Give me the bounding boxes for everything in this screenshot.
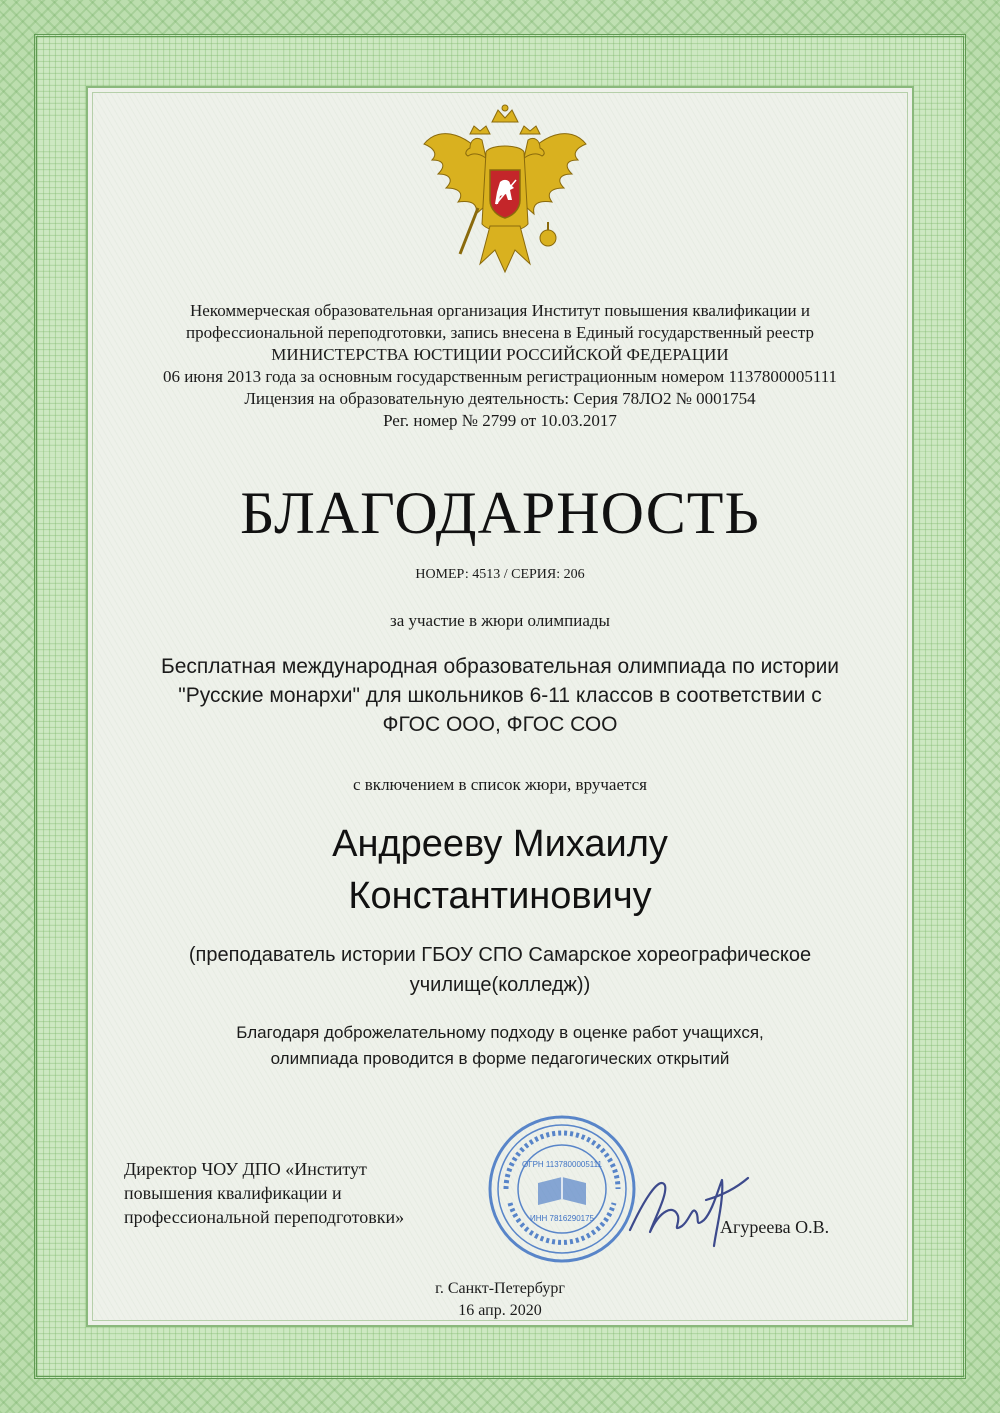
- award-reason: за участие в жюри олимпиады: [390, 611, 610, 630]
- certificate-number: НОМЕР: 4513 / СЕРИЯ: 206: [415, 567, 585, 582]
- olympiad-line-2: "Русские монархи" для школьников 6-11 классов в соответствии с: [178, 684, 822, 707]
- russian-coat-of-arms-icon: [420, 104, 590, 282]
- olympiad-line-1: Бесплатная международная образовательная олимпиада по истории: [160, 655, 840, 678]
- olympiad-line-3: ФГОС ООО, ФГОС СОО: [382, 713, 618, 736]
- organization-info: [100, 300, 900, 432]
- issue-place-date: [100, 1278, 900, 1322]
- thanks-line-2: олимпиада проводится в форме педагогических открытий: [270, 1049, 730, 1068]
- thanks-line-1: Благодаря доброжелательному подходу в оценке работ учащихся,: [236, 1023, 764, 1042]
- org-line-4: 06 июня 2013 года за основным государственным регистрационным номером 1137800005111: [162, 367, 838, 386]
- position-line-1: (преподаватель истории ГБОУ СПО Самарское хореографическое: [188, 944, 812, 966]
- org-line-2: профессиональной переподготовки, запись внесена в Единый государственный реестр: [186, 323, 814, 342]
- stamp-inn: ИНН 7816290175: [529, 1214, 595, 1223]
- issue-date: 16 апр. 2020: [458, 1302, 542, 1319]
- recipient-line-1: Андрееву Михаилу: [332, 823, 668, 865]
- olympiad-name: [100, 652, 900, 739]
- director-line-3: профессиональной переподготовки»: [124, 1207, 405, 1227]
- director-title: [124, 1157, 484, 1229]
- director-line-1: Директор ЧОУ ДПО «Институт: [124, 1159, 367, 1179]
- certificate-title: БЛАГОДАРНОСТЬ: [240, 480, 760, 546]
- recipient-name: [100, 818, 900, 922]
- position-line-2: училище(колледж)): [409, 974, 591, 996]
- recipient-line-2: Константиновичу: [348, 875, 652, 917]
- org-line-1: Некоммерческая образовательная организация Институт повышения квалификации и: [189, 301, 810, 320]
- signer-name: Агуреева О.В.: [720, 1217, 830, 1237]
- issue-city: г. Санкт-Петербург: [435, 1280, 565, 1297]
- recipient-position: [100, 940, 900, 1000]
- org-line-6: Рег. номер № 2799 от 10.03.2017: [383, 411, 617, 430]
- award-line: с включением в список жюри, вручается: [352, 775, 648, 794]
- stamp-ogrn: ОГРН 1137800005111: [522, 1160, 602, 1169]
- org-line-5: Лицензия на образовательную деятельность: Серия 78ЛО2 № 0001754: [244, 389, 756, 408]
- director-line-2: повышения квалификации и: [124, 1183, 342, 1203]
- round-seal-icon: [486, 1113, 638, 1265]
- thanks-text: [100, 1020, 900, 1072]
- org-line-3: МИНИСТЕРСТВА ЮСТИЦИИ РОССИЙСКОЙ ФЕДЕРАЦИИ: [271, 345, 729, 364]
